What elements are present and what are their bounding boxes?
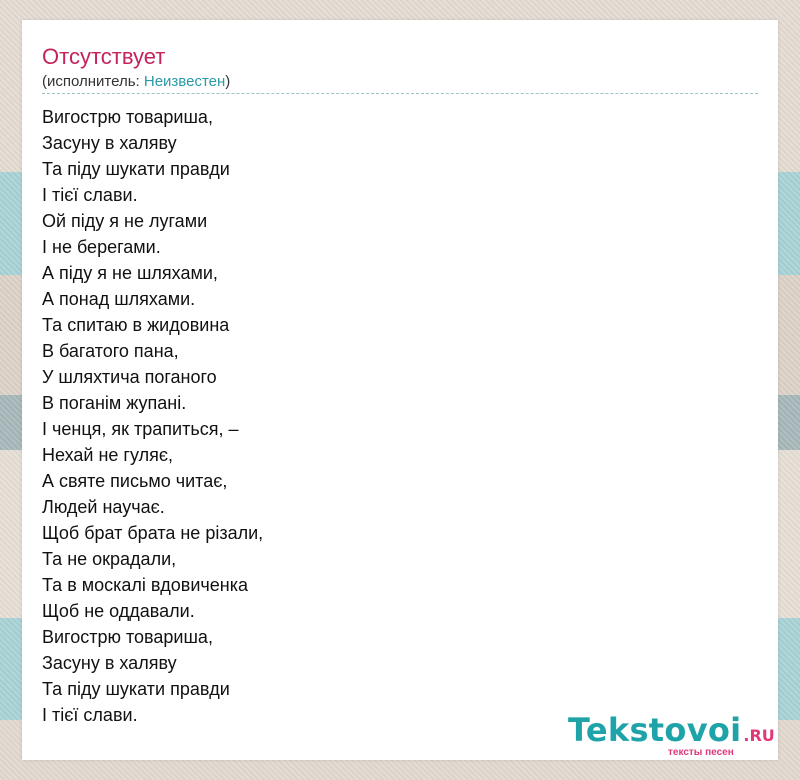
lyric-line: В багатого пана, — [42, 341, 179, 361]
lyric-line: Та в москалі вдовиченка — [42, 575, 249, 595]
logo-tagline: тексты песен — [668, 747, 734, 758]
lyric-line: Та піду шукати правди — [42, 679, 230, 699]
lyric-line: У шляхтича поганого — [42, 367, 217, 387]
lyric-line: І ченця, як трапиться, – — [42, 419, 239, 439]
artist-suffix: ) — [225, 73, 231, 90]
lyric-line: Та не окрадали, — [42, 549, 177, 569]
lyric-line: Та піду шукати правди — [42, 159, 230, 179]
artist-prefix: (исполнитель: — [42, 73, 144, 90]
lyric-line: І не берегами. — [42, 237, 161, 257]
lyric-line: Засуну в халяву — [42, 133, 177, 153]
lyric-line: Нехай не гуляє, — [42, 445, 174, 465]
lyrics-card — [22, 20, 778, 760]
logo-name: Tekstovoi — [568, 711, 742, 749]
lyric-line: Ой піду я не лугами — [42, 211, 208, 231]
site-logo[interactable] — [568, 710, 778, 760]
song-title: Отсутствует — [42, 44, 166, 69]
lyric-line: І тієї слави. — [42, 185, 138, 205]
title-divider — [42, 93, 758, 94]
lyric-line: А піду я не шляхами, — [42, 263, 218, 283]
lyric-line: І тієї слави. — [42, 705, 138, 725]
lyric-line: Вигострю товариша, — [42, 107, 213, 127]
lyrics-text — [42, 104, 263, 728]
lyric-line: В поганім жупані. — [42, 393, 187, 413]
lyric-line: А святе письмо читає, — [42, 471, 228, 491]
lyric-line: А понад шляхами. — [42, 289, 196, 309]
lyric-line: Людей научає. — [42, 497, 165, 517]
lyric-line: Вигострю товариша, — [42, 627, 213, 647]
logo-tld: .RU — [743, 726, 775, 745]
lyric-line: Та спитаю в жидовина — [42, 315, 230, 335]
lyric-line: Щоб не оддавали. — [42, 601, 195, 621]
artist-link[interactable]: Неизвестен — [143, 73, 226, 90]
lyric-line: Засуну в халяву — [42, 653, 177, 673]
lyric-line: Щоб брат брата не різали, — [42, 523, 264, 543]
artist-line — [42, 73, 230, 91]
